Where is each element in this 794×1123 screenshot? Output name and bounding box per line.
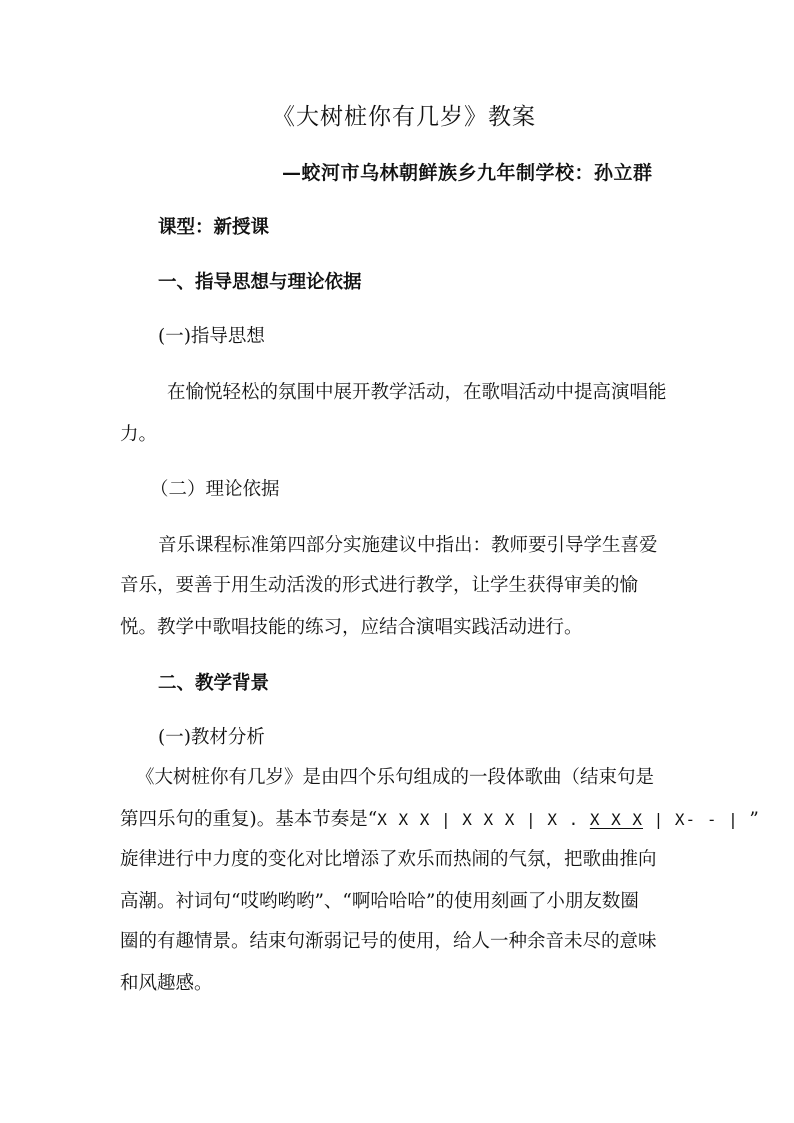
paragraph-line: 和风趣感。 <box>120 973 213 994</box>
section-heading-1: 一、指导思想与理论依据 <box>158 272 362 293</box>
subsection-heading-material: (一)教材分析 <box>158 727 265 748</box>
paragraph-line: 旋律进行中力度的变化对比增添了欢乐而热闹的气氛，把歌曲推向 <box>120 849 657 870</box>
author-line: —蛟河市乌林朝鲜族乡九年制学校：孙立群 <box>282 162 653 184</box>
paragraph-line: 圈的有趣情景。结束句渐弱记号的使用，给人一种余音未尽的意味 <box>120 931 657 952</box>
paragraph-line: 高潮。衬词句“哎哟哟哟”、“啊哈哈哈”的使用刻画了小朋友数圈 <box>120 891 639 912</box>
paragraph-line: 力。 <box>120 424 158 445</box>
section-heading-2: 二、教学背景 <box>158 673 270 694</box>
paragraph-line: 悦。教学中歌唱技能的练习，应结合演唱实践活动进行。 <box>120 617 583 638</box>
subsection-heading-theory: （二）理论依据 <box>150 479 280 500</box>
lesson-type: 课型：新授课 <box>158 217 270 238</box>
paragraph-line: 音乐，要善于用生动活泼的形式进行教学，让学生获得审美的愉 <box>120 575 639 596</box>
rhythm-notation-underlined: X X X <box>589 810 644 829</box>
rhythm-notation-a: X X X | X X X | X . <box>377 810 590 829</box>
document-title: 《大树桩你有几岁》教案 <box>272 104 536 130</box>
rhythm-notation-c: | X- - | <box>643 810 750 829</box>
paragraph-line: 在愉悦轻松的氛围中展开教学活动，在歌唱活动中提高演唱能 <box>167 382 667 403</box>
rhythm-prefix: 第四乐句的重复)。基本节奏是“ <box>120 809 378 830</box>
rhythm-suffix: ” <box>749 809 759 830</box>
subsection-heading-guiding-idea: (一)指导思想 <box>158 326 265 347</box>
paragraph-line: 《大树桩你有几岁》是由四个乐句组成的一段体歌曲（结束句是 <box>136 767 655 788</box>
paragraph-line-rhythm <box>120 807 759 833</box>
paragraph-line: 音乐课程标准第四部分实施建议中指出：教师要引导学生喜爱 <box>158 535 658 556</box>
